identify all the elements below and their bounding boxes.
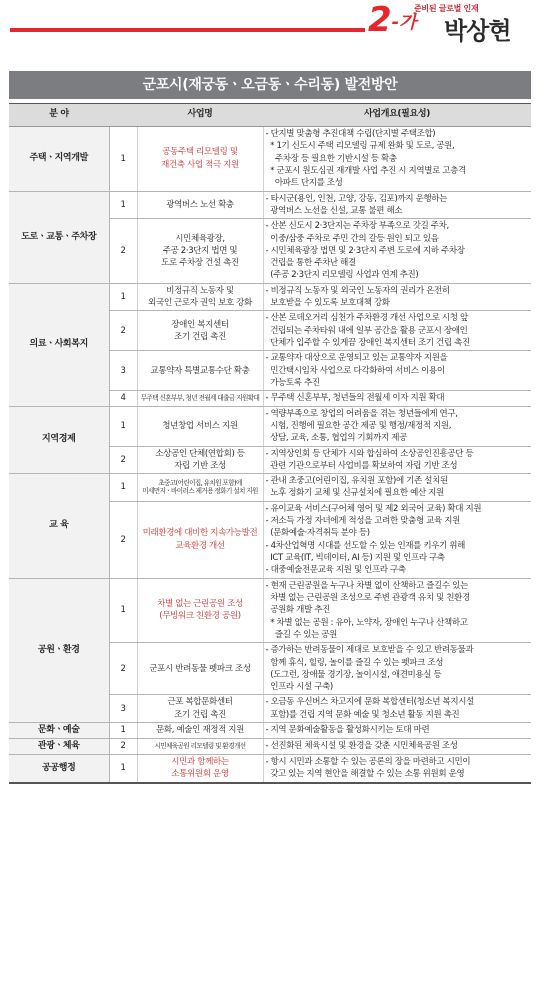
project-name-cell: [137, 406, 263, 446]
category-cell: 공공행정: [9, 755, 109, 783]
overview-line: 차별 없는 근린공원 조성으로 주변 관광객 유치 및 친환경: [265, 592, 470, 603]
overview-line: 보호받을 수 있도록 보호대책 강화: [265, 298, 390, 309]
project-name-cell: [137, 501, 263, 578]
overview-line: - 산본 신도시 2·3단지는 주차장 부족으로 갓길 주차,: [265, 221, 449, 232]
item-number-cell: 3: [109, 695, 137, 723]
overview-line: 갖고 있는 지역 현안을 해결할 수 있는 소통 위원회 운영: [265, 769, 465, 780]
overview-line: 시험, 진행에 필요한 공간 제공 및 행정/재정적 지원,: [265, 420, 452, 431]
overview-cell: [263, 311, 531, 351]
project-name-cell: [137, 446, 263, 474]
page-header: [0, 0, 540, 44]
project-name-line: 청년창업 서비스 지원: [162, 420, 238, 431]
project-name-cell: [137, 283, 263, 311]
project-name-line: 근포 복합문화센터: [167, 697, 233, 708]
overview-line: (문화예술·자격취득 분야 등): [265, 528, 370, 539]
table-row: [9, 283, 531, 311]
project-name-cell: [137, 351, 263, 391]
table-row: [9, 474, 531, 502]
overview-line: - 대중예술전문교육 지원 및 인프라 구축: [265, 565, 406, 576]
project-name-line: 미래환경에 대비한 지속가능발전: [142, 528, 258, 539]
item-number-cell: 2: [109, 501, 137, 578]
project-name-line: 소상공인 단체(연합회) 등: [155, 448, 245, 459]
overview-line: 노후 정화기 교체 및 신규설치에 필요한 예산 지원: [265, 488, 444, 499]
overview-line: * 1기 신도시 주택 리모델링 규제 완화 및 도로, 공원,: [265, 141, 455, 152]
project-name-cell: [137, 739, 263, 755]
project-name-line: 차별 없는 근린공원 조성: [157, 599, 243, 610]
project-name-cell: [137, 578, 263, 643]
candidate-name: 박상현: [444, 17, 511, 45]
overview-line: (도그런, 장애물 경기장, 놀이시설, 애견미용실 등: [265, 669, 442, 680]
project-name-line: 교통약자 특별교통수단 확충: [150, 365, 250, 376]
overview-cell: [263, 739, 531, 755]
overview-line: 관련 기관으로부터 사업비를 확보하여 자립 기반 조성: [265, 460, 458, 471]
table-row: [9, 723, 531, 739]
development-plan-table: [9, 103, 531, 784]
header-overview: 사업개요(필요성): [263, 104, 531, 127]
overview-line: - 비정규직 노동자 및 외국인 노동자의 권리가 온전히: [265, 285, 450, 296]
overview-cell: [263, 406, 531, 446]
overview-line: - 지역상인회 등 단체가 시와 합심하여 소상공인진흥공단 등: [265, 448, 474, 459]
overview-line: - 관내 초중고(어린이집, 유치원 포함)에 기존 설치된: [265, 476, 448, 487]
overview-line: 공원화 개발 추진: [265, 605, 330, 616]
item-number-cell: 2: [109, 739, 137, 755]
overview-line: - 오금동 우신버스 차고지에 문화 복합센터(청소년 복지시설: [265, 697, 474, 708]
category-cell: 주택ㆍ지역개발: [9, 127, 109, 192]
overview-line: 가능토록 추진: [265, 377, 320, 388]
project-name-cell: [137, 311, 263, 351]
candidate-number-suffix: -가: [391, 12, 417, 33]
overview-line: 주차장 등 필요한 기반시설 등 확충: [265, 153, 397, 164]
overview-cell: [263, 501, 531, 578]
item-number-cell: 1: [109, 191, 137, 219]
overview-line: 인프라 시설 구축): [265, 682, 333, 693]
overview-line: - 선진화된 체육시설 및 환경을 갖춘 시민체육공원 조성: [265, 741, 458, 752]
overview-cell: [263, 283, 531, 311]
overview-line: - 4차산업혁명 시대를 선도할 수 있는 인재를 키우기 위해: [265, 540, 466, 551]
project-name-line: 무주택 신혼부부, 청년 전월세 대출금 지원확대: [140, 393, 260, 402]
project-name-line: 도로 주차장 건설 촉진: [161, 258, 239, 269]
category-cell: 지역경제: [9, 406, 109, 474]
project-name-line: 미세먼지ㆍ바이러스 제거용 정화기 설치 지원: [142, 487, 258, 496]
project-name-cell: [137, 643, 263, 695]
project-name-line: 광역버스 노선 확충: [166, 199, 234, 210]
item-number-cell: 1: [109, 578, 137, 643]
table-row: [9, 191, 531, 219]
overview-line: 아파트 단지를 조성: [265, 178, 343, 189]
header-number: [109, 104, 137, 127]
overview-cell: [263, 723, 531, 739]
item-number-cell: 2: [109, 219, 137, 284]
project-name-cell: [137, 695, 263, 723]
overview-line: - 타시군(용인, 인천, 고양, 강동, 김포)까지 운행하는: [265, 193, 448, 204]
item-number-cell: 1: [109, 283, 137, 311]
project-name-cell: [137, 755, 263, 783]
candidate-slogan: 준비된 글로벌 인재: [414, 4, 479, 13]
overview-line: - 유이교육 서비스(구어체 영어 및 제2 외국어 교육) 확대 지원: [265, 503, 482, 514]
overview-line: (주공 2·3단지 리모델링 사업과 연계 추진): [265, 270, 419, 281]
overview-line: - 교통약자 대상으로 운영되고 있는 교통약자 지원을: [265, 353, 448, 364]
category-cell: 의료ㆍ사회복지: [9, 283, 109, 406]
category-cell: 도로ㆍ교통ㆍ주차장: [9, 191, 109, 283]
overview-line: 건립을 통한 주차난 해결: [265, 258, 356, 269]
item-number-cell: 1: [109, 406, 137, 446]
item-number-cell: 2: [109, 643, 137, 695]
project-name-line: 문화, 예술인 재정적 지원: [155, 725, 245, 736]
overview-line: - 증가하는 반려동물이 제대로 보호받을 수 있고 반려동물과: [265, 645, 474, 656]
overview-line: * 차별 없는 공원 : 유아, 노약자, 장애인 누구나 산책하고: [265, 617, 468, 628]
item-number-cell: 1: [109, 755, 137, 783]
overview-line: - 저소득 가정 자녀에게 적성을 고려한 맞춤형 교육 지원: [265, 516, 460, 527]
overview-line: ICT 교육(IT, 빅데이터, AI 등) 지원 및 인프라 구축: [265, 553, 445, 563]
project-name-line: 자립 기반 조성: [174, 460, 226, 471]
item-number-cell: 1: [109, 474, 137, 502]
item-number-cell: 2: [109, 446, 137, 474]
overview-cell: [263, 351, 531, 391]
overview-line: 포함)를 건립 지역 문화 예술 및 청소년 활동 지원 촉진: [265, 709, 460, 720]
table-row: [9, 739, 531, 755]
overview-cell: [263, 695, 531, 723]
project-name-line: 시민체육공원 리모델링 및 환경개선: [154, 742, 246, 751]
overview-cell: [263, 643, 531, 695]
project-name-line: (무빙워크 친환경 공원): [159, 611, 241, 622]
project-name-line: 초중고(어린이집, 유치원 포함)에: [158, 478, 242, 487]
overview-cell: [263, 474, 531, 502]
category-cell: 공원ㆍ환경: [9, 578, 109, 722]
overview-line: - 지역 문화예술활동을 활성화시키는 토대 마련: [265, 725, 430, 736]
project-name-line: 군포시 반려동물 펫파크 조성: [149, 663, 251, 674]
candidate-number: [368, 2, 415, 38]
table-row: [9, 755, 531, 783]
overview-cell: [263, 578, 531, 643]
project-name-cell: [137, 191, 263, 219]
table-row: [9, 406, 531, 446]
item-number-cell: 1: [109, 127, 137, 192]
overview-line: - 현재 근린공원을 누구나 차별 없이 산책하고 즐길수 있는: [265, 580, 468, 591]
overview-line: - 단지별 맞춤형 추진대책 수립(단지별 주택조합): [265, 129, 436, 139]
overview-cell: [263, 391, 531, 406]
project-name-cell: [137, 219, 263, 284]
overview-line: - 산본 로데오거리 심천가 주차환경 개선 사업으로 시청 앞: [265, 313, 468, 324]
project-name-line: 장애인 복지센터: [171, 319, 229, 330]
project-name-line: 시민과 함께하는: [171, 757, 229, 768]
overview-line: 즐길 수 있는 공원: [265, 629, 337, 640]
overview-line: 단체가 입주할 수 있게끔 장애인 복지센터 조기 건립 촉진: [265, 338, 470, 348]
project-name-cell: [137, 127, 263, 192]
overview-line: - 무주택 신혼부부, 청년들의 전월세 이자 지원 확대: [265, 393, 445, 404]
header-accent-line: [10, 28, 365, 32]
table-header-row: [9, 104, 531, 127]
project-name-cell: [137, 391, 263, 406]
item-number-cell: 2: [109, 311, 137, 351]
overview-line: 광역버스 노선을 신설, 교통 불편 해소: [265, 205, 403, 216]
overview-line: - 역량부족으로 창업의 어려움을 겪는 청년들에게 연구,: [265, 408, 458, 419]
overview-cell: [263, 127, 531, 192]
overview-cell: [263, 219, 531, 284]
table-row: [9, 127, 531, 192]
header-category: 분 야: [9, 104, 109, 127]
overview-line: - 항시 시민과 소통할 수 있는 공론의 장을 마련하고 시민이: [265, 757, 471, 768]
project-name-line: 재건축 사업 적극 지원: [161, 159, 239, 170]
project-name-line: 교육환경 개선: [175, 540, 225, 551]
project-name-line: 주공 2·3단지 법면 및: [162, 245, 238, 256]
project-name-line: 공동주택 리모델링 및: [162, 147, 238, 158]
item-number-cell: 3: [109, 351, 137, 391]
category-cell: 문화ㆍ예술: [9, 723, 109, 739]
project-name-cell: [137, 474, 263, 502]
item-number-cell: 1: [109, 723, 137, 739]
category-cell: 관광ㆍ체육: [9, 739, 109, 755]
project-name-line: 비정규직 노동자 및: [166, 285, 234, 296]
overview-line: 함께 휴식, 힐링, 놀이를 즐길 수 있는 펫파크 조성: [265, 657, 444, 668]
overview-line: 건립되는 주차타워 내에 일부 공간을 활용 군포시 장애인: [265, 325, 468, 336]
table-row: [9, 578, 531, 643]
table-body: [9, 127, 531, 783]
project-name-line: 소통위원회 운영: [171, 769, 229, 780]
overview-cell: [263, 446, 531, 474]
project-name-line: 외국인 근로자 권익 보호 강화: [148, 298, 252, 309]
overview-line: 이중/삼중 주차로 주민 간의 갈등 원인 되고 있음: [265, 233, 439, 244]
table-title: 군포시(재궁동ㆍ오금동ㆍ수리동) 발전방안: [9, 71, 531, 99]
header-project-name: 사업명: [137, 104, 263, 127]
overview-line: * 군포시 원도심권 재개발 사업 추진 시 지역별로 고층격: [265, 165, 466, 176]
project-name-line: 조기 건립 촉진: [174, 331, 226, 342]
project-name-line: 조기 건립 촉진: [174, 709, 226, 720]
overview-cell: [263, 191, 531, 219]
candidate-number-digit: 2: [368, 0, 390, 40]
item-number-cell: 4: [109, 391, 137, 406]
overview-line: 민간택시임차 사업으로 다각화하여 서비스 이용이: [265, 365, 445, 376]
project-name-line: 시민체육광장,: [175, 233, 225, 244]
project-name-cell: [137, 723, 263, 739]
overview-line: 상담, 교육, 소통, 협업의 기회까지 제공: [265, 433, 407, 444]
overview-cell: [263, 755, 531, 783]
category-cell: 교 육: [9, 474, 109, 579]
overview-line: - 시민체육광장 법면 및 2·3단지 주변 도로에 지하 주차장: [265, 245, 465, 256]
